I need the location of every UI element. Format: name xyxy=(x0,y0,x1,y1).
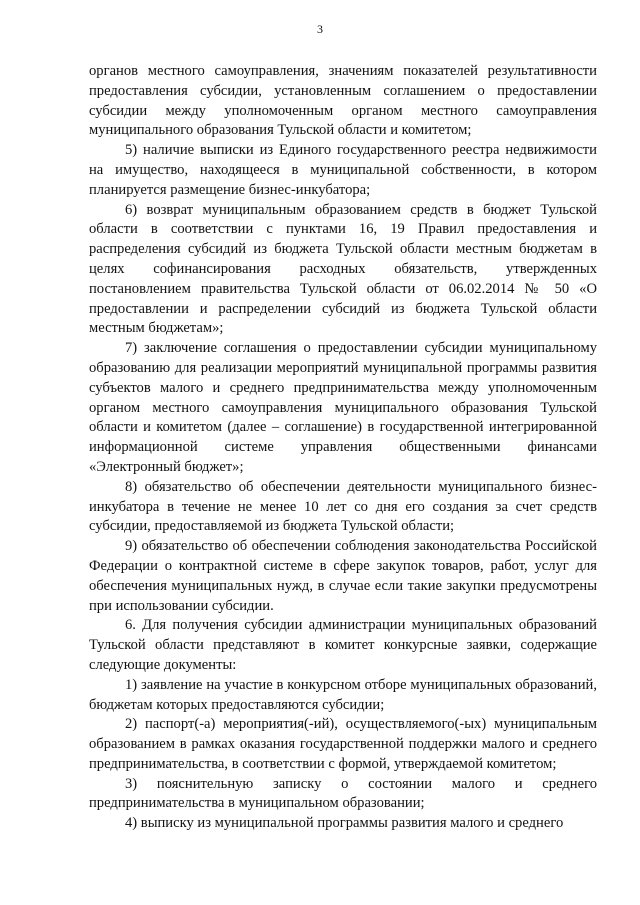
paragraph: 7) заключение соглашения о предоставлении субсидии муниципальному образованию для реализации мероприятий муниципальной программы развития субъектов малого и среднего предпринимательства между уполномоченным органом местного самоуправления муниципального образования Тульской области и комитетом (далее – соглашение) в государственной интегрированной информационной системе управления общественными финансами «Электронный бюджет»; xyxy=(89,340,597,475)
paragraph: органов местного самоуправления, значениям показателей результативности предоставления субсидии, установленным соглашением о предоставлении субсидии между уполномоченным органом местного самоуправления муниципального образования Тульской области и комитетом; xyxy=(89,63,597,139)
paragraph: 2) паспорт(-а) мероприятия(-ий), осуществляемого(-ых) муниципальным образованием в рамках оказания государственной поддержки малого и среднего предпринимательства, в соответствии с формой, утверждаемой комитетом; xyxy=(89,716,597,772)
paragraph: 8) обязательство об обеспечении деятельности муниципального бизнес-инкубатора в течение не менее 10 лет со дня его создания за счет средств субсидии, предоставляемой из бюджета Тульской области; xyxy=(89,478,597,535)
paragraph: 6. Для получения субсидии администрации муниципальных образований Тульской области представляют в комитет конкурсные заявки, содержащие следующие документы: xyxy=(89,617,597,673)
paragraph: 6) возврат муниципальным образованием средств в бюджет Тульской области в соответствии с пунктами 16, 19 Правил предоставления и распределения субсидий из бюджета Тульской области местным бюджетам в целях софинансирования расходных обязательств, утвержденных постановлением правительства Тульской области от 06.02.2014 № 50 «О предоставлении и распределении субсидий из бюджета Тульской области местным бюджетам»; xyxy=(89,201,597,337)
paragraph: 1) заявление на участие в конкурсном отборе муниципальных образований, бюджетам которых предоставляются субсидии; xyxy=(89,676,597,713)
document-body xyxy=(89,62,597,834)
paragraph: 4) выписку из муниципальной программы развития малого и среднего xyxy=(125,815,564,832)
page-number: 3 xyxy=(317,22,323,36)
paragraph: 3) пояснительную записку о состоянии малого и среднего предпринимательства в муниципальном образовании; xyxy=(89,775,597,812)
paragraph: 5) наличие выписки из Единого государственного реестра недвижимости на имущество, находящееся в муниципальной собственности, в котором планируется размещение бизнес-инкубатора; xyxy=(89,142,597,198)
paragraph: 9) обязательство об обеспечении соблюдения законодательства Российской Федерации о контрактной системе в сфере закупок товаров, работ, услуг для обеспечения муниципальных нужд, в случае если такие закупки предусмотрены при использовании субсидии. xyxy=(89,538,597,614)
